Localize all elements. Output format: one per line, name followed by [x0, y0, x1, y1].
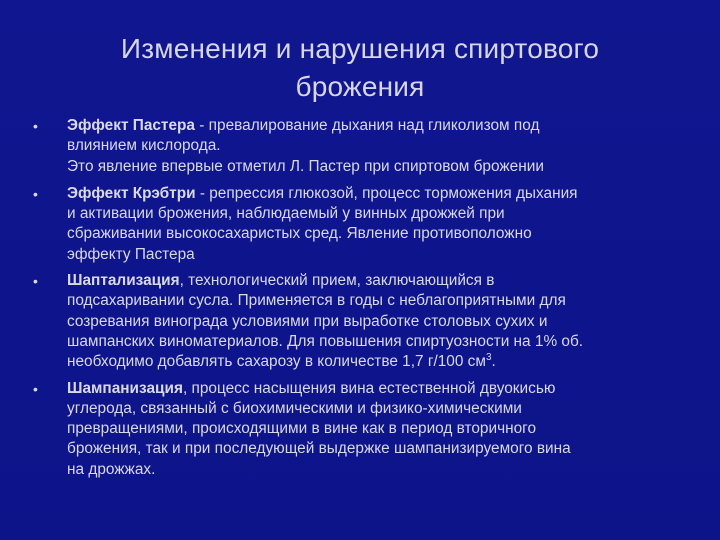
slide-title: [90, 30, 630, 106]
bullet-icon: •: [33, 380, 38, 397]
bullet-text: [67, 184, 693, 265]
bullet-line: эффекту Пастера: [67, 245, 195, 263]
bullet-icon: •: [33, 185, 38, 202]
bullet-term: Шампанизация: [67, 379, 183, 397]
bullet-text: [67, 379, 693, 480]
bullet-line-text: , процесс насыщения вина естественной двуокисью: [182, 379, 556, 397]
bullet-line: [67, 379, 693, 399]
bullet-item-pasteur-effect: [33, 116, 693, 177]
bullet-line: углерода, связанный с биохимическими и физико-химическими: [67, 399, 522, 417]
bullet-line: подсахаривании сусла. Применяется в годы с неблагоприятными для: [67, 292, 566, 310]
superscript: 3: [485, 352, 492, 364]
bullet-term: Эффект Крэбтри: [67, 184, 196, 202]
bullet-line-text: .: [491, 353, 496, 371]
bullet-line: созревания винограда условиями при выработке столовых сухих и: [67, 312, 548, 330]
bullet-text: [67, 116, 693, 177]
bullet-line: сбраживании высокосахаристых сред. Явление противоположно: [67, 225, 532, 243]
bullet-line: [67, 184, 693, 204]
bullet-item-chaptalization: [33, 271, 693, 372]
bullet-line: превращениями, происходящими в вине как в период вторичного: [67, 420, 537, 438]
bullet-line: [67, 271, 693, 291]
bullet-line: Это явление впервые отметил Л. Пастер при спиртовом брожении: [67, 157, 544, 175]
bullet-term: Эффект Пастера: [67, 117, 195, 134]
bullet-line: шампанских виноматериалов. Для повышения спиртуозности на 1% об.: [67, 332, 584, 350]
bullet-icon: •: [33, 273, 38, 290]
title-line-2: брожения: [295, 71, 425, 102]
bullet-line: [67, 352, 693, 372]
bullet-term: Шаптализация: [67, 272, 180, 290]
bullet-line: и активации брожения, наблюдаемый у винных дрожжей при: [67, 205, 505, 223]
bullet-line: на дрожжах.: [67, 460, 156, 478]
bullet-item-crabtree-effect: [33, 184, 693, 265]
bullet-icon: •: [33, 118, 38, 134]
bullet-line-text: необходимо добавлять сахарозу в количестве 1,7 г/100 см: [67, 353, 486, 371]
bullet-item-champagnization: [33, 379, 693, 480]
bullet-line: влиянием кислорода.: [67, 137, 221, 155]
bullet-line: брожения, так и при последующей выдержке шампанизируемого вина: [67, 440, 571, 458]
bullet-text: [67, 271, 693, 372]
bullet-line-text: , технологический прием, заключающийся в: [179, 272, 495, 290]
bullet-line-text: - превалирование дыхания над гликолизом под: [195, 117, 540, 134]
bullet-line: [67, 116, 693, 136]
bullet-list: [33, 116, 693, 480]
bullet-line-text: - репрессия глюкозой, процесс торможения дыхания: [195, 184, 578, 202]
title-line-1: Изменения и нарушения спиртового: [120, 33, 600, 64]
